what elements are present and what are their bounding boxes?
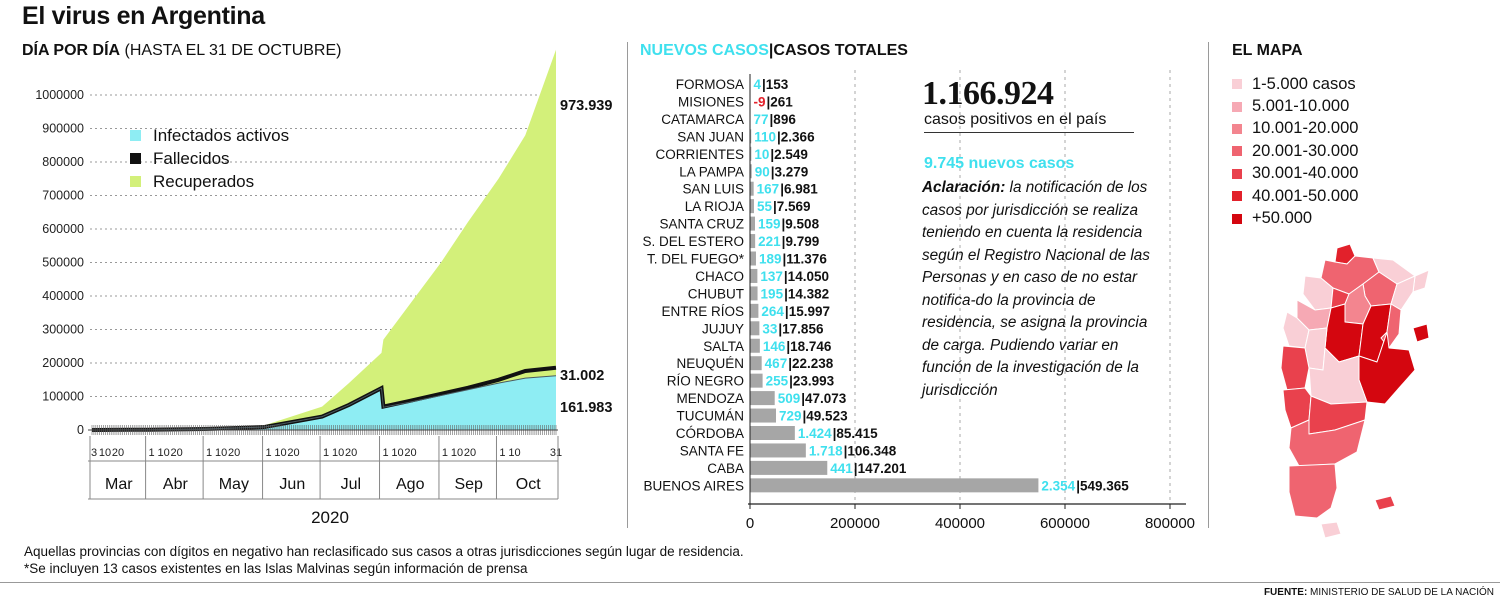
map-province-caba [1413,324,1429,342]
area-y-tick-label: 700000 [42,188,84,203]
bar-x-tick-label: 600000 [1039,515,1091,532]
bar-total [750,269,757,283]
bar-total [750,252,756,266]
bar-total-label: |153 [762,77,789,92]
heading-new-cases: NUEVOS CASOS [640,42,769,59]
map-legend-label: +50.000 [1252,209,1313,228]
bar-total [750,321,759,335]
end-label-activos: 161.983 [560,400,613,416]
legend-swatch [130,153,141,164]
area-x-month-label: Jul [340,476,362,493]
bar-new-cases-label: -9 [753,94,766,110]
map-legend-label: 5.001-10.000 [1252,97,1350,116]
total-cases-caption: casos positivos en el país [924,111,1134,133]
legend-item-recuperados [130,170,289,193]
map-province-tdf [1321,522,1341,538]
bar-category-label: SANTA CRUZ [659,216,744,232]
area-x-day-label: 20 [111,447,125,459]
bar-new-cases-label: 90 [754,164,770,180]
map-legend-label: 40.001-50.000 [1252,186,1359,205]
area-x-month-label: Oct [515,476,541,493]
bar-total [750,304,758,318]
legend-label: Infectados activos [153,125,290,145]
area-y-tick-label: 800000 [42,155,84,169]
bar-total-label: |14.050 [783,268,829,284]
bar-category-label: TUCUMÁN [676,408,744,424]
bar-total-label: |261 [766,94,793,110]
area-x-day-label: 1 [441,447,449,459]
bar-category-label: SAN JUAN [677,129,744,145]
bar-total-label: |85.415 [832,426,878,441]
area-x-day-label: 1 [148,447,155,459]
bar-category-label: CABA [707,460,744,476]
bar-total [750,391,775,405]
bar-new-cases-label: 1.718 [808,443,843,459]
bar-new-cases-label: 55 [756,199,773,215]
left-heading: DÍA POR DÍA [22,42,121,59]
area-x-day-label: 20 [227,447,241,459]
bar-total [750,409,776,423]
area-y-tick-label: 1000000 [35,88,84,102]
area-x-month-label: Abr [162,476,188,493]
note-text: la notificación de los casos por jurisdicción se realiza teniendo en cuenta la residencia según el Registro Nacional de las Personas y en caso de no estar notifica-do la provincia de residencia, se asigna la provincia de carga. Pudiendo variar en función de la investigación de la jurisdicción [922,179,1150,399]
bar-x-tick-label: 200000 [829,515,881,532]
page-title: El virus en Argentina [22,2,265,30]
footnote-malvinas: *Se incluyen 13 casos existentes en las Islas Malvinas según información de prensa [24,561,528,576]
map-legend-item [1232,207,1358,229]
bar-new-cases-label: 110 [754,129,777,145]
bar-total-label: |9.508 [781,216,820,232]
bar-new-cases-label: 255 [765,373,789,389]
area-recuperados [92,50,556,430]
bar-total-label: |549.365 [1076,478,1129,494]
bar-category-label: LA PAMPA [679,164,744,180]
bar-total [750,339,760,353]
bar-category-label: CATAMARCA [661,111,744,127]
map-legend-item [1232,118,1358,140]
bar-new-cases-label: 2.354 [1041,478,1076,494]
map-province-misiones [1413,270,1429,292]
area-x-month-label: Mar [105,476,133,493]
bar-new-cases-label: 146 [762,338,786,354]
area-x-day-label: 20 [287,447,300,459]
bar-total-label: |14.382 [784,286,830,302]
bar-total-label: |7.569 [773,199,811,215]
total-cases-number: 1.166.924 [922,75,1054,112]
bar-x-tick-label: 0 [745,515,755,532]
area-x-day-label: 20 [463,447,477,459]
left-subheading: (HASTA EL 31 DE OCTUBRE) [124,42,342,59]
area-x-day-label: 1 [206,447,213,459]
bar-new-cases-label: 441 [830,460,853,476]
legend-item-activos [130,124,289,147]
bar-total [750,286,758,300]
bar-total [750,426,795,440]
area-y-tick-label: 500000 [42,255,84,270]
bar-total [750,234,755,248]
area-x-month-label: Jun [279,476,306,493]
bar-category-label: SANTA FE [679,443,744,459]
bar-category-label: MENDOZA [676,391,744,407]
map-legend-item [1232,73,1358,95]
bar-new-cases-label: 137 [760,268,783,284]
area-y-tick-label: 600000 [42,222,84,236]
bar-new-cases-label: 264 [761,303,784,319]
bar-total-label: |896 [769,111,796,127]
divider-left [627,42,628,528]
map-legend-swatch [1232,124,1242,134]
map-legend-item [1232,140,1358,162]
bar-total [750,182,754,196]
bar-new-cases-label: 1.424 [797,426,832,441]
area-x-day-label: 1 [382,447,389,459]
bar-new-cases-label: 33 [762,321,778,337]
area-x-day-label: 10 [450,447,464,459]
map-legend-swatch [1232,79,1242,89]
bar-new-cases-label: 221 [758,234,781,250]
bar-category-label: SALTA [703,338,744,354]
bar-new-cases-label: 195 [760,286,784,302]
area-y-tick-label: 200000 [42,356,84,370]
bar-new-cases-label: 167 [756,181,780,197]
area-x-day-label: 10 [214,447,228,459]
bar-total-label: |6.981 [780,181,818,197]
map-province-mendoza [1281,346,1309,390]
area-y-tick-label: 0 [77,423,84,437]
map-legend-label: 10.001-20.000 [1252,119,1359,138]
bar-total-label: |23.993 [789,373,835,389]
bar-total-label: |9.799 [781,234,820,250]
bar-category-label: BUENOS AIRES [643,478,744,494]
bar-x-tick-label: 800000 [1144,515,1196,532]
source-label: FUENTE: [1263,587,1308,598]
bar-total-label: |11.376 [782,251,827,267]
new-cases-text: 9.745 nuevos casos [924,155,1075,172]
bar-total-label: |3.279 [770,164,809,180]
bar-total-label: |2.549 [770,146,808,162]
bar-category-label: ENTRE RÍOS [661,303,744,319]
bar-total-label: |49.523 [802,408,848,424]
area-y-tick-label: 300000 [42,322,84,337]
map-legend-swatch [1232,146,1242,156]
bar-category-label: MISIONES [677,94,744,110]
area-x-day-label: 10 [331,447,345,459]
middle-heading-row [640,42,908,60]
bar-new-cases-label: 467 [764,356,788,372]
bar-total [750,356,762,370]
map-legend-item [1232,163,1358,185]
bar-total-label: |147.201 [853,460,907,476]
area-chart-areas [92,50,556,430]
bar-new-cases-label: 77 [753,111,769,127]
area-x-day-label: 3 [90,447,98,459]
bar-total-label: |2.366 [777,129,815,145]
area-x-day-label: 10 [274,447,287,459]
area-y-tick-label: 900000 [42,121,84,136]
bar-category-label: T. DEL FUEGO* [646,251,744,267]
legend-swatch [130,176,141,187]
map-islands [1375,496,1395,510]
bar-new-cases-label: 509 [777,391,801,407]
bar-total-label: |22.238 [788,356,834,372]
bar-category-label: SAN LUIS [682,181,744,197]
bar-new-cases-label: 159 [757,216,781,232]
area-y-tick-label: 100000 [42,389,84,404]
area-y-tick-label: 400000 [42,289,84,303]
end-label-recuperados: 973.939 [560,98,613,114]
bar-total [750,443,806,457]
area-x-day-label: 10 [391,447,404,459]
bar-new-cases-label: 189 [758,251,782,267]
bar-category-label: NEUQUÉN [676,356,744,372]
area-x-day-label: 1 [323,447,330,459]
map-legend-label: 30.001-40.000 [1252,164,1359,183]
bar-total-label: |17.856 [778,321,824,337]
map-legend-label: 20.001-30.000 [1252,141,1359,160]
map-legend-item [1232,95,1358,117]
clarification-note [922,177,1150,402]
map-legend [1232,73,1358,230]
source-credit [1264,587,1494,598]
legend-item-fallecidos [130,147,289,170]
area-chart-legend [130,124,289,193]
map-legend-swatch [1232,102,1242,112]
bar-total-label: |106.348 [843,443,897,459]
bar-total-label: |15.997 [784,303,831,319]
bar-category-label: CÓRDOBA [675,426,744,441]
legend-swatch [130,130,141,141]
bar-category-label: CORRIENTES [655,146,744,162]
area-x-month-label: May [218,476,249,493]
area-x-day-label: 1 [499,447,506,459]
bar-x-tick-label: 400000 [934,515,986,532]
end-label-fallecidos: 31.002 [560,368,605,384]
bar-total [750,461,827,475]
area-x-day-label: 1 [265,447,272,459]
area-chart-x-axis [88,425,562,527]
bar-category-label: CHUBUT [687,286,744,302]
bar-total [750,217,755,231]
heading-separator: | [768,42,774,59]
map-legend-swatch [1232,191,1242,201]
heading-total-cases: CASOS TOTALES [773,42,908,59]
bar-category-label: JUJUY [701,321,744,337]
map-heading: EL MAPA [1232,42,1303,59]
area-x-month-label: Ago [396,476,425,493]
source-text: MINISTERIO DE SALUD DE LA NACIÓN [1307,587,1494,598]
area-x-day-label: 31 [549,447,563,459]
bar-total [750,374,763,388]
area-x-month-label: Sep [454,476,483,493]
map-legend-label: 1-5.000 casos [1252,74,1356,93]
note-bold: Aclaración: [922,179,1006,196]
argentina-map [1275,238,1435,543]
bar-new-cases-label: 10 [754,146,770,162]
bar-total [750,199,754,213]
map-legend-swatch [1232,169,1242,179]
area-x-year-label: 2020 [311,508,349,527]
bar-total-label: |18.746 [786,338,832,354]
bar-new-cases-label: 4 [753,77,762,92]
footer-rule [0,582,1500,583]
footnote-negative-digits: Aquellas provincias con dígitos en negativo han reclasificado sus casos a otras jurisdicciones según lugar de residencia. [24,544,744,559]
map-legend-swatch [1232,214,1242,224]
area-chart-y-ticks [35,88,84,437]
bar-category-label: RÍO NEGRO [666,373,744,389]
legend-label: Fallecidos [153,148,230,168]
area-x-day-label: 10 [508,447,521,459]
legend-label: Recuperados [153,171,255,191]
map-legend-item [1232,185,1358,207]
area-chart [0,40,620,540]
bar-category-label: LA RIOJA [684,199,744,215]
bar-category-label: S. DEL ESTERO [642,234,744,250]
bar-category-label: FORMOSA [675,77,744,92]
area-chart-end-labels [560,98,612,416]
area-x-day-label: 10 [98,447,112,459]
bar-new-cases-label: 729 [778,408,802,424]
bar-category-label: CHACO [695,268,744,284]
area-x-day-label: 20 [404,447,417,459]
bar-total-label: |47.073 [801,391,847,407]
area-x-day-label: 20 [344,447,358,459]
map-province-santacruz [1289,464,1337,518]
area-x-day-label: 10 [157,447,170,459]
bar-total [750,478,1038,492]
area-x-day-label: 20 [170,447,183,459]
